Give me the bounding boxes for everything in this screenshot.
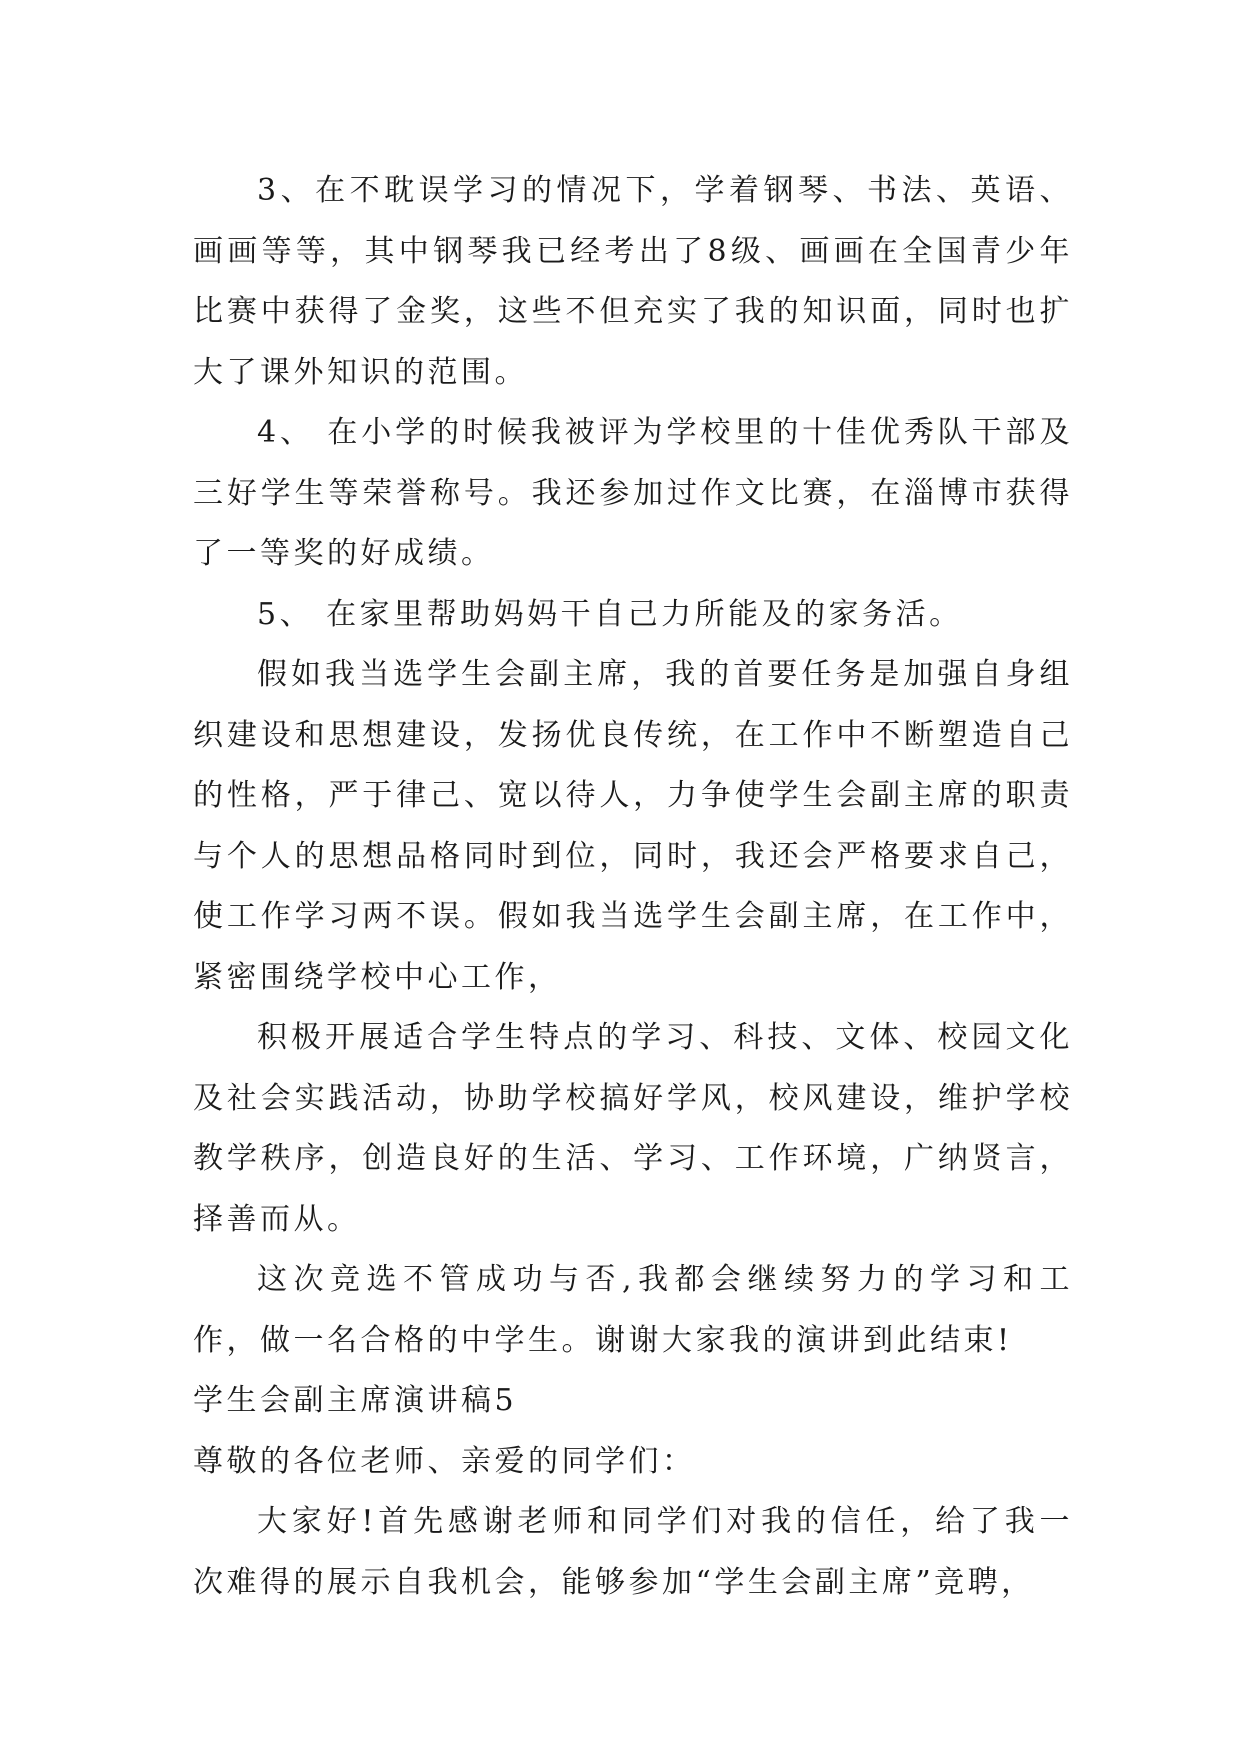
paragraph-opening: 大家好!首先感谢老师和同学们对我的信任，给了我一次难得的展示自我机会，能够参加“学生会副主席”竞聘， bbox=[193, 1504, 1073, 1600]
paragraph-closing: 这次竞选不管成功与否,我都会继续努力的学习和工作，做一名合格的中学生。谢谢大家我的演讲到此结束! bbox=[193, 1262, 1073, 1358]
paragraph-item-3: 3、在不耽误学习的情况下，学着钢琴、书法、英语、画画等等，其中钢琴我已经考出了8级、画画在全国青少年比赛中获得了金奖，这些不但充实了我的知识面，同时也扩大了课外知识的范围。 bbox=[193, 173, 1073, 390]
section-heading: 学生会副主席演讲稿5 bbox=[193, 1383, 518, 1418]
paragraph-goals: 假如我当选学生会副主席，我的首要任务是加强自身组织建设和思想建设，发扬优良传统，在工作中不断塑造自己的性格，严于律己、宽以待人，力争使学生会副主席的职责与个人的思想品格同时到位，同时，我还会严格要求自己，使工作学习两不误。假如我当选学生会副主席，在工作中，紧密围绕学校中心工作， bbox=[193, 657, 1073, 995]
salutation: 尊敬的各位老师、亲爱的同学们： bbox=[193, 1443, 696, 1479]
paragraph-item-4: 4、 在小学的时候我被评为学校里的十佳优秀队干部及三好学生等荣誉称号。我还参加过作文比赛，在淄博市获得了一等奖的好成绩。 bbox=[193, 415, 1073, 571]
paragraph-activities: 积极开展适合学生特点的学习、科技、文体、校园文化及社会实践活动，协助学校搞好学风，校风建设，维护学校教学秩序，创造良好的生活、学习、工作环境，广纳贤言，择善而从。 bbox=[193, 1020, 1073, 1237]
paragraph-item-5: 5、 在家里帮助妈妈干自己力所能及的家务活。 bbox=[257, 596, 963, 632]
document-body bbox=[193, 161, 1073, 1613]
